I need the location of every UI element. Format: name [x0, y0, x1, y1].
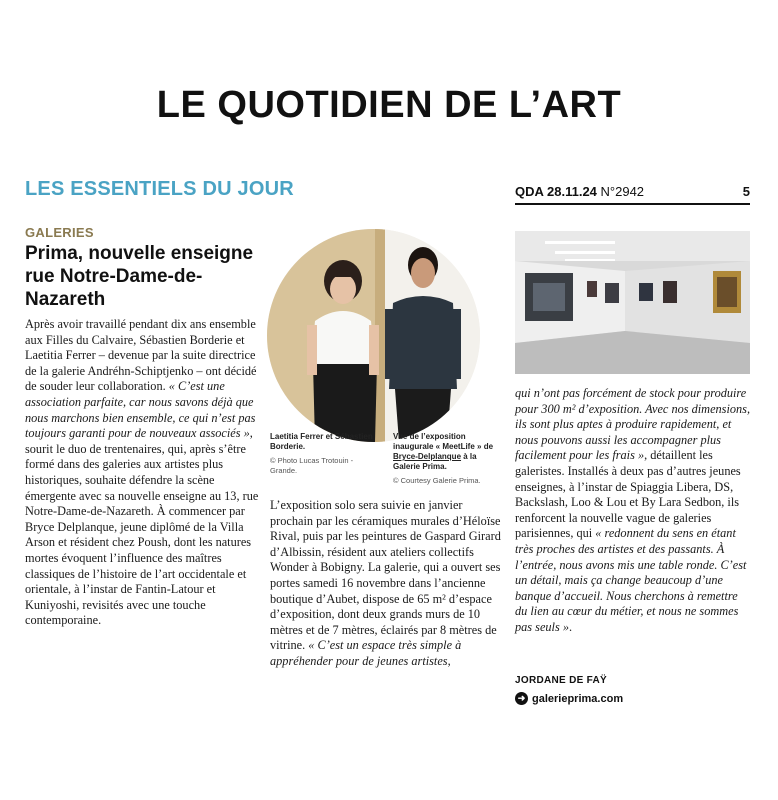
- article-column-1: [25, 317, 263, 629]
- exhibition-caption: [393, 432, 503, 486]
- article-column-3: [515, 386, 753, 636]
- col3-quote-1: qui n’ont pas forcément de stock pour produire pour 300 m² d’exposition. Avec nos dimensions, ils sont plus aptes à produire rapidement, et nous pouvons aussi les accompagner plus facilement pour les frais »: [515, 386, 751, 463]
- page-number: 5: [742, 184, 750, 199]
- caption-text-c: à la Galerie Prima.: [393, 452, 477, 471]
- col1-paragraph-1: Après avoir travaillé pendant dix ans ensemble aux Filles du Calvaire, Sébastien Borderie et Laetitia Ferrer – devenue par la suite directrice de la galerie Andréhn-Schiptjenko – ont décidé de souder leur collaboration.: [25, 317, 257, 394]
- masthead-title: LE QUOTIDIEN DE L’ART: [156, 84, 622, 126]
- exhibition-illustration: [515, 231, 750, 374]
- article-headline: Prima, nouvelle enseigne rue Notre-Dame-de-Nazareth: [25, 243, 254, 310]
- exhibition-photo: [515, 231, 750, 374]
- article-author: JORDANE DE FAŸ: [515, 675, 607, 686]
- arrow-right-icon: ➜: [515, 692, 528, 705]
- gallery-link-text[interactable]: galerieprima.com: [532, 692, 624, 705]
- issue-date: QDA 28.11.24: [515, 184, 597, 199]
- exhibition-caption-credit: © Courtesy Galerie Prima.: [393, 476, 481, 485]
- gallery-link[interactable]: [515, 692, 623, 705]
- portrait-photo: [267, 229, 480, 442]
- col1-paragraph-2: , sourit le duo de trentenaires, qui, après s’être formé dans des galeries aux artistes plus historiques, souhaite défendre la scène émergente avec sa nouvelle enseigne au 13, rue Notre-Dame-de-Nazareth. À commencer par Bryce Delplanque, jeune diplômé de la Villa Arson et résident chez Poush, dont les natures mortes évoquent l’influence des maîtres classiques de l’histoire de l’art occidentale et orientale, à l’instar de Fantin-Latour et Kuniyoshi, revisités avec une touche contemporaine.: [25, 426, 259, 628]
- col3-paragraph-2: .: [568, 619, 573, 634]
- article-kicker: GALERIES: [25, 225, 94, 240]
- col1-quote-1: « C’est une association parfaite, car nous savons déjà que nous marchons bien ensemble, ce qui n’est pas toujours garanti pour de nouveaux associés »: [25, 379, 256, 441]
- section-title: LES ESSENTIELS DU JOUR: [25, 178, 294, 200]
- portrait-caption-title: Laetitia Ferrer et Sébastien Borderie.: [270, 432, 373, 451]
- portrait-illustration: [267, 229, 480, 442]
- portrait-caption: [270, 432, 380, 476]
- col3-quote-2: « redonnent du sens en étant très proches des artistes et des passants. À l’entrée, nous avons mis une table ronde. C’est un détail, mais ça change beaucoup d’une banque d’accueil. Nous cherchons à remettre du lien au cœur du métier, et nous ne sommes pas seuls »: [515, 526, 747, 634]
- caption-text-a: Vue de l’exposition inaugurale « MeetLife » de: [393, 432, 494, 451]
- header-rule: [515, 203, 750, 205]
- col2-paragraph-1: L’exposition solo sera suivie en janvier prochain par les céramiques murales d’Héloïse Rival, puis par les peintures de Gaspard Girard d’Albissin, résident aux ateliers collectifs Wonder à Bobigny. La galerie, qui a ouvert ses portes samedi 16 novembre dans l’ancienne boutique d’Aubet, dispose de 65 m² d’espace d’exposition, dont deux grands murs de 10 mètres et de 7 mètres, éclairés par 8 mètres de vitrine.: [270, 498, 501, 653]
- col3-paragraph-1: , détaillent les galeristes. Installés à deux pas d’autres jeunes enseignes, à l’instar de Spiaggia Libera, DS, Backslash, Loo & Lou et By Lara Sedbon, ils renforcent la nouvelle vague de galeries parisiennes, qui: [515, 448, 741, 541]
- col2-quote-1: « C’est un espace très simple à appréhender pour de jeunes artistes,: [270, 638, 462, 668]
- caption-artist-link[interactable]: Bryce-Delplanque: [393, 452, 462, 461]
- issue-number: N°2942: [600, 184, 645, 199]
- issue-info: [515, 184, 750, 199]
- article-column-2: [270, 498, 508, 670]
- exhibition-caption-title: [393, 432, 503, 472]
- portrait-caption-credit: © Photo Lucas Trotouin - Grande.: [270, 456, 354, 475]
